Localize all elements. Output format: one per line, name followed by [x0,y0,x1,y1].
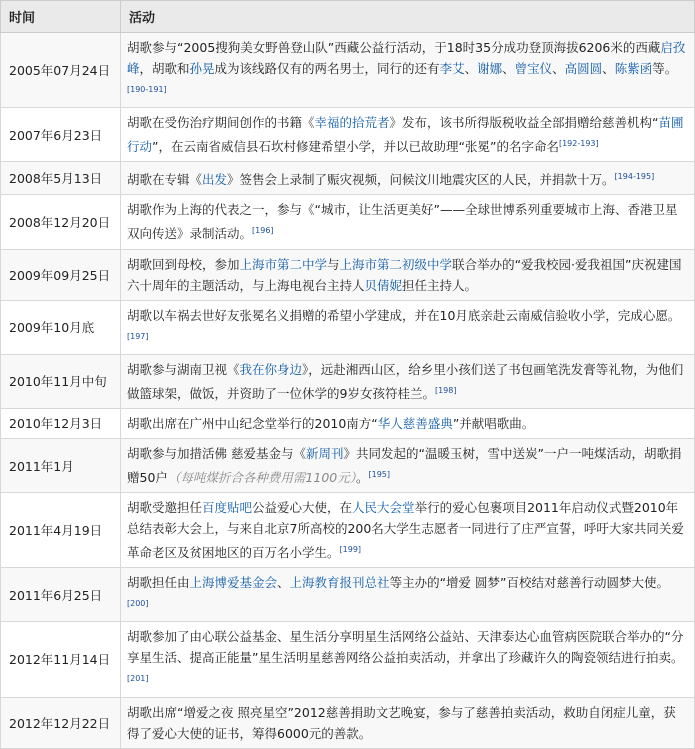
note-text: （每吨煤折合各种费用需1100元） [167,470,356,486]
table-row [1,622,695,697]
table-row [1,568,695,622]
inline-link[interactable]: 曾宝仪 [514,61,553,76]
header-time: 时间 [1,1,121,33]
row-date: 2009年09月25日 [1,249,121,300]
reference-link[interactable]: [195] [368,469,390,479]
activity-text: 担任主持人。 [402,277,478,293]
activity-text: 胡歌出席在广州中山纪念堂举行的2010南方“ [127,415,378,431]
row-date: 2011年1月 [1,438,121,492]
inline-link[interactable]: 上海市第二初级中学 [339,256,453,272]
row-activity [121,697,695,748]
table-row [1,493,695,568]
inline-link[interactable]: 上海教育报刊总社 [289,575,390,591]
activity-text: 举行的爱心包裹项目2011年启动仪式暨2010年总结表彰大会上，与来自北京7所高校的200名大学生志愿者一同进行了庄严宣誓，呼吁大家共同关爱革命老区及贫困地区的百万名小学生。 [127,500,684,561]
row-date: 2012年11月14日 [1,622,121,697]
reference-link[interactable]: [200] [127,599,149,609]
activity-text: 胡歌参加了由心联公益基金、星生活分享明星生活网络公益站、天津泰达心血管病医院联合举办的“分享星生活、提高正能量”星生活明星慈善网络公益拍卖活动，并拿出了珍藏许久的陶瓷领结进行拍卖。 [127,629,684,666]
activity-text: 等。 [652,61,678,76]
inline-link[interactable]: 上海博爱基金会 [189,575,278,591]
table-body [1,33,695,749]
activity-text: ，胡歌和 [139,61,190,76]
row-date: 2008年5月13日 [1,162,121,195]
row-date: 2005年07月24日 [1,33,121,108]
reference-link[interactable]: [196] [252,226,274,236]
row-activity [121,568,695,622]
inline-link[interactable]: 新周刊 [305,445,344,461]
table-row [1,195,695,249]
inline-link[interactable]: 我在你身边 [239,361,303,377]
row-date: 2009年10月底 [1,300,121,354]
header-activity: 活动 [121,1,695,33]
table-row [1,300,695,354]
row-activity [121,438,695,492]
activity-text: 、 [552,61,565,76]
reference-link[interactable]: [199] [339,545,362,555]
row-date: 2010年12月3日 [1,408,121,438]
row-activity [121,354,695,408]
inline-link[interactable]: 高圆圆 [564,61,603,76]
row-date: 2010年11月中旬 [1,354,121,408]
row-date: 2008年12月20日 [1,195,121,249]
activity-text: 胡歌受邀担任 [127,500,203,516]
inline-link[interactable]: 李艾 [439,61,465,76]
activity-text: 胡歌担任由 [127,575,190,591]
activity-text: 与 [327,256,340,272]
activity-text: 、 [277,575,290,591]
row-activity [121,408,695,438]
activity-text: 》，远赴湘西山区，给乡里小孩们送了书包画笔洗发膏等礼物，为他们做篮球架，做饭，并资助了一位休学的9岁女孩符桂兰。 [127,361,684,401]
activity-text: ”，在云南省威信县石坎村修建希望小学，并以已故助理“张冕”的名字命名 [152,139,559,155]
activity-text: 胡歌参与加措活佛 慈爱基金与《 [127,445,306,461]
table-row [1,408,695,438]
activity-text: 》共同发起的“温暖玉树，雪中送炭”一户一吨煤活动，胡歌捐赠50户 [127,445,682,486]
reference-link[interactable]: [197] [127,331,149,341]
activity-text: 胡歌在受伤治疗期间创作的书籍《 [127,115,315,131]
row-activity [121,108,695,162]
reference-link[interactable]: [201] [127,674,149,684]
row-activity [121,622,695,697]
inline-link[interactable]: 贝倩妮 [364,277,403,293]
inline-link[interactable]: 陈紫函 [614,61,653,76]
activity-text: ”并献唱歌曲。 [452,415,535,431]
activity-text: 胡歌作为上海的代表之一，参与《“城市，让生活更美好”——全球世博系列重要城市上海、香港卫星双向传送》录制活动。 [127,202,678,242]
inline-link[interactable]: 百度贴吧 [202,500,253,516]
activity-text: 联合举办的“爱我校园·爱我祖国”庆祝建国六十周年的主题活动，与上海电视台主持人 [127,256,682,293]
row-activity [121,195,695,249]
table-header-row [1,1,695,33]
reference-link[interactable]: [194-195] [614,172,655,182]
activity-text: 胡歌回到母校，参加 [127,256,240,272]
table-row [1,438,695,492]
row-date: 2007年6月23日 [1,108,121,162]
inline-link[interactable]: 人民大会堂 [352,500,415,516]
row-activity [121,300,695,354]
activity-text: 胡歌以车祸去世好友张冕名义捐赠的希望小学建成，并在10月底亲赴云南威信验收小学，完成心愿。 [127,307,681,323]
activity-text: 成为该线路仅有的两名男士，同行的还有 [214,61,440,76]
row-date: 2011年4月19日 [1,493,121,568]
activity-text: 、 [602,61,615,76]
inline-link[interactable]: 上海市第二中学 [239,256,328,272]
table-row [1,33,695,108]
row-activity [121,249,695,300]
row-activity [121,162,695,195]
row-date: 2012年12月22日 [1,697,121,748]
table-row [1,162,695,195]
row-activity [121,493,695,568]
inline-link[interactable]: 幸福的拾荒者 [314,115,390,131]
activity-text: 胡歌参与“2005搜狗美女野兽登山队”西藏公益行活动，于18时35分成功登顶海拔6206米的西藏 [127,40,661,55]
inline-link[interactable]: 孙晃 [189,61,215,76]
activity-text: 胡歌在专辑《 [127,172,203,188]
table-row [1,108,695,162]
inline-link[interactable]: 出发 [202,172,228,188]
activity-text: 。 [355,470,369,486]
activity-text: 等主办的“增爱 圆梦”百校结对慈善行动圆梦大使。 [389,575,669,591]
reference-link[interactable]: [192-193] [558,139,599,149]
inline-link[interactable]: 华人慈善盛典 [377,415,453,431]
activity-text: 》签售会上录制了赈灾视频，问候汶川地震灾区的人民，并捐款十万。 [227,172,615,188]
table-row [1,697,695,748]
activity-text: 公益爱心大使，在 [252,500,353,516]
reference-link[interactable]: [190-191] [127,85,167,94]
activity-text: 胡歌参与湖南卫视《 [127,361,240,377]
row-date: 2011年6月25日 [1,568,121,622]
activity-text: 》发布，该书所得版税收益全部捐赠给慈善机构“ [389,115,659,131]
row-activity [121,33,695,108]
table-row [1,354,695,408]
inline-link[interactable]: 谢娜 [477,61,503,76]
activity-text: 、 [464,61,478,76]
table-row [1,249,695,300]
activity-text: 、 [502,61,515,76]
activity-text: 胡歌出席“增爱之夜 照亮星空”2012慈善捐助文艺晚宴，参与了慈善拍卖活动，救助自闭症儿童，获得了爱心大使的证书，筹得6000元的善款。 [127,704,676,741]
inline-link[interactable]: 苗圃行动 [127,115,684,155]
inline-link[interactable]: 启孜峰 [127,40,686,76]
reference-link[interactable]: [198] [434,385,457,395]
